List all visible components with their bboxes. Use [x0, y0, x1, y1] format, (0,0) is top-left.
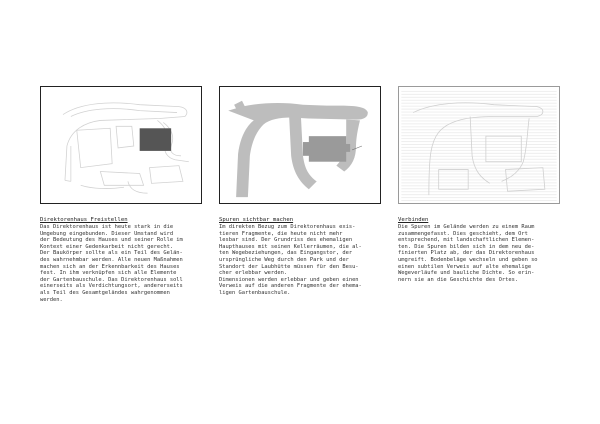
site-plan-hatched-3 — [399, 87, 559, 203]
text-column-spuren — [219, 217, 384, 297]
site-plan-outline-1 — [41, 87, 201, 203]
heading-spuren: Spuren sichtbar machen — [219, 217, 294, 223]
body-spuren: Im direkten Bezug zum Direktorenhaus exis- tieren Fragmente, die heute nicht mehr lesbar sind. Der Grundriss des ehemaligen Haupthauses mit seinen Kellerräumen, die al- ten Wegebeziehungen, das Eingangstor, der ursprüngliche Weg durch den Park und der Standort der Laubhütte müssen für den Besu- cher erlebbar werden. Dimensionen werden erlebbar und geben einen Verweis auf die anderen Fragmente der ehema- ligen Gartenbauschule. — [219, 224, 362, 297]
site-plan-diagram-freistellen — [40, 86, 202, 204]
heading-verbinden: Verbinden — [398, 217, 429, 223]
body-freistellen: Das Direktorenhaus ist heute stark in die Umgebung eingebunden. Dieser Umstand wird der Bedeutung des Hauses und seiner Rolle im Kontext einer Gedenkarbeit nicht gerecht. Der Baukörper sollte als ein Teil des Gelän- des wahrnehmbar werden. Alle neuen Maßnahmen machen sich an der Erkennbarkeit des Hauses fest. In ihm verknüpfen sich alle Elemente der Gartenbauschule. Das Direktorenhaus soll einerseits als Verdichtungsort, andererseits als Teil des Gesamtgeländes wahrgenommen werden. — [40, 224, 183, 303]
building-footprint-grey — [303, 136, 350, 162]
site-plan-diagram-spuren — [219, 86, 381, 204]
site-plan-diagram-verbinden — [398, 86, 560, 204]
site-plan-paths-2 — [220, 87, 380, 203]
body-verbinden: Die Spuren im Gelände werden zu einem Raum zusammengefasst. Dies geschieht, dem Ort entsprechend, mit landschaftlichen Elemen- ten. Die Spuren bilden sich in dem neu de- finierten Platz ab, der das Direktorenhaus umgreift. Bodenbeläge wechseln und geben so einen subtilen Verweis auf alte ehemalige Wegeverläufe und bauliche Dichte. So erin- nern sie an die Geschichte des Ortes. — [398, 224, 538, 283]
heading-freistellen: Direktorenhaus Freistellen — [40, 217, 128, 223]
text-column-verbinden — [398, 217, 563, 283]
text-column-freistellen — [40, 217, 205, 303]
direktorenhaus-building-dark — [140, 128, 171, 151]
